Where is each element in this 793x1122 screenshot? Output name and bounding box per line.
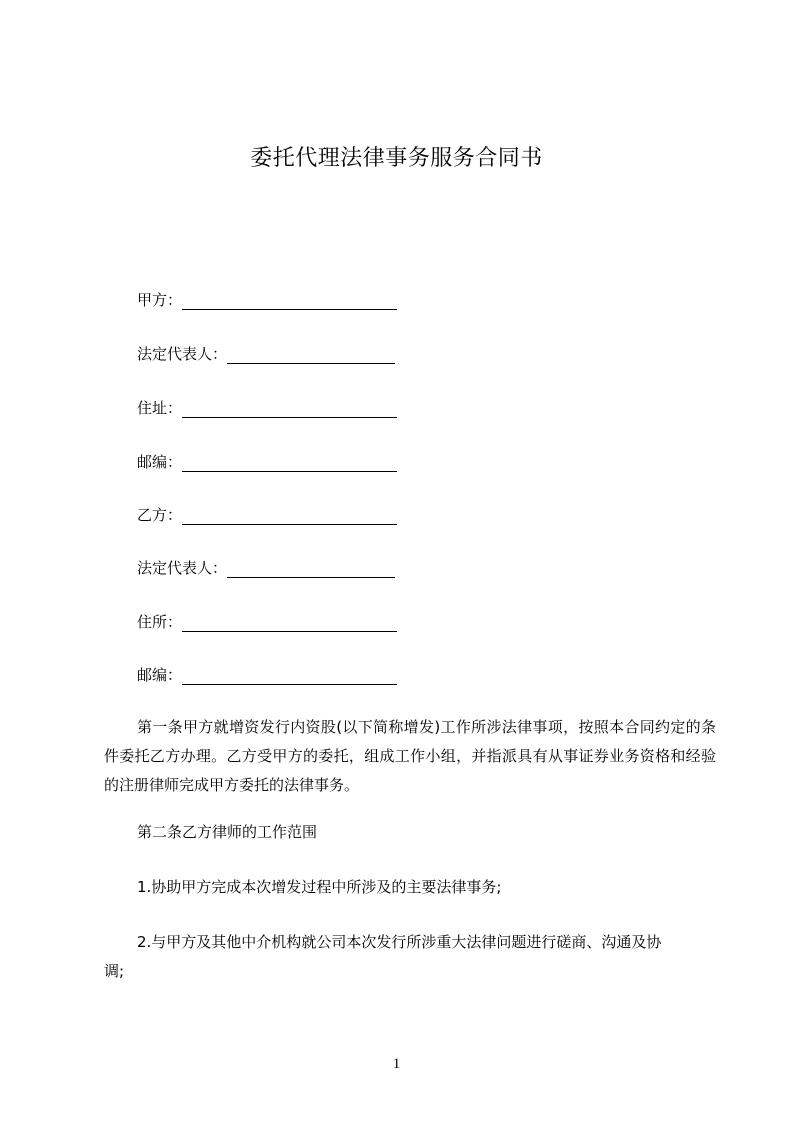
party-b-address-blank[interactable] — [182, 615, 397, 632]
party-b-representative-label: 法定代表人： — [137, 559, 228, 577]
party-b-postcode-blank[interactable] — [182, 668, 397, 685]
party-a-postcode-label: 邮编： — [137, 453, 183, 471]
party-b-blank[interactable] — [182, 508, 397, 525]
party-b-representative-blank[interactable] — [227, 561, 395, 578]
party-a-address-blank[interactable] — [182, 401, 397, 418]
party-a-postcode-blank[interactable] — [182, 455, 397, 472]
party-b-postcode-field — [137, 665, 397, 685]
party-a-postcode-field — [137, 452, 397, 472]
party-b-field — [137, 505, 397, 525]
party-a-address-field — [137, 398, 397, 418]
scope-item-2-line-2: 调; — [104, 962, 125, 980]
party-a-address-label: 住址： — [137, 399, 183, 417]
party-b-address-field — [137, 612, 397, 632]
party-a-representative-field — [137, 344, 395, 364]
party-b-address-label: 住所： — [137, 613, 183, 631]
party-b-postcode-label: 邮编： — [137, 666, 183, 684]
party-a-representative-blank[interactable] — [227, 347, 395, 364]
party-a-field — [137, 290, 397, 310]
page-number: 1 — [392, 1056, 401, 1072]
party-a-blank[interactable] — [182, 293, 397, 310]
scope-item-2-line-1: 2.与甲方及其他中介机构就公司本次发行所涉重大法律问题进行磋商、沟通及协 — [137, 933, 662, 951]
party-a-label: 甲方： — [137, 291, 183, 309]
article-1-paragraph: 第一条甲方就增资发行内资股(以下简称增发)工作所涉法律事项，按照本合同约定的条件委托乙方办理。乙方受甲方的委托，组成工作小组，并指派具有从事证券业务资格和经验的注册律师完成甲方委托的法律事务。 — [104, 718, 716, 794]
party-b-representative-field — [137, 558, 395, 578]
article-2-heading: 第二条乙方律师的工作范围 — [137, 823, 318, 841]
scope-item-1: 1.协助甲方完成本次增发过程中所涉及的主要法律事务; — [137, 878, 502, 896]
document-title: 委托代理法律事务服务合同书 — [250, 146, 543, 171]
party-a-representative-label: 法定代表人： — [137, 345, 228, 363]
party-b-label: 乙方： — [137, 506, 183, 524]
